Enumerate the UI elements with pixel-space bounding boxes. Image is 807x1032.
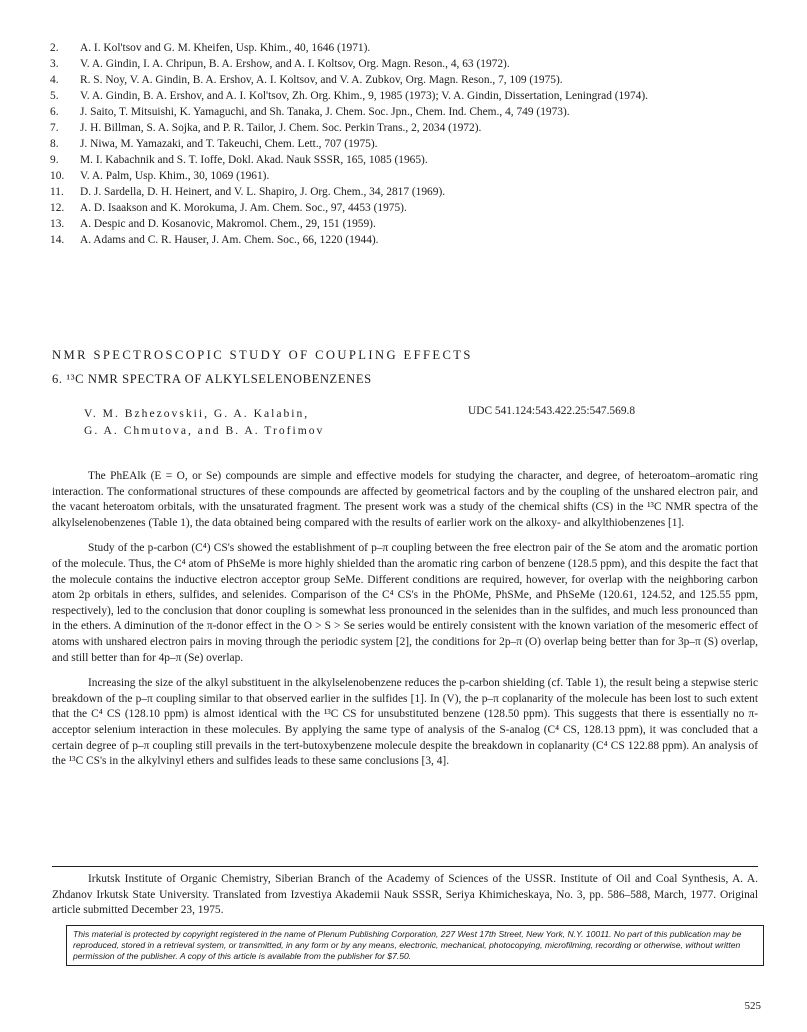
- body-paragraph: The PhEAlk (E = O, or Se) compounds are simple and effective models for studying the character, and degree, of heteroatom–aromatic ring interaction. The conformational structures of these compounds are affected by geometrical factors and by the coupling of the unshared electron pair, and the vacant heteroatom orbitals, with the unsaturated fragment. The present work was a study of the chemical shifts (CS) in the ¹³C NMR spectra of the alkylselenobenzenes (Table 1), the data obtained being compared with the results of earlier work on the alkoxy- and alkylthiobenzenes [1].: [52, 470, 758, 529]
- copyright-notice: This material is protected by copyright registered in the name of Plenum Publishing Corporation, 227 West 17th Street, New York, N.Y. 10011. No part of this publication may be reproduced, stored in a retrieval system, or transmitted, in any form or by any means, electronic, mechanical, photocopying, microfilming, recording or otherwise, without written permission of the publisher. A copy of this article is available from the publisher for $7.50.: [66, 925, 764, 966]
- body-paragraph: Study of the p-carbon (C⁴) CS's showed the establishment of p–π coupling between the free electron pair of the Se atom and the aromatic portion of the molecule. Thus, the C⁴ atom of PhSeMe is more highly shielded than the aromatic ring carbon of benzene (128.5 ppm), and this despite the fact that the molecule contains the inductive electron acceptor group SeMe. Different conditions are required, however, for overlap with the neighboring carbon atom 2p orbitals in ethers, sulfides, and selenides. Comparison of the C⁴ CS's in the PhOMe, PhSMe, and PhSeMe (120.61, 124.52, and 125.55 ppm, respectively), led to the conclusion that donor coupling is somewhat less pronounced in the selenides than in the sulfides, and much less pronounced than in the ethers. A diminution of the π-donor effect in the O > S > Se series would be entirely consistent with the known variation of the mesomeric effect of atoms with unshared electron pairs in moving through the periodic system [2], the conditions for 2p–π (O) overlap being better than for 3p–π (S) overlap, and still better than for 4p–π (Se) overlap.: [52, 542, 758, 664]
- reference-list: [50, 40, 770, 248]
- reference-item: 3. V. A. Gindin, I. A. Chripun, B. A. Ershow, and A. I. Koltsov, Org. Magn. Reson., 4, 63 (1972).: [50, 58, 510, 70]
- reference-item: 10. V. A. Palm, Usp. Khim., 30, 1069 (1961).: [50, 170, 270, 182]
- divider: [52, 866, 758, 867]
- author-line: V. M. Bzhezovskii, G. A. Kalabin,: [84, 407, 310, 420]
- reference-item: 8. J. Niwa, M. Yamazaki, and T. Takeuchi, Chem. Lett., 707 (1975).: [50, 138, 378, 150]
- udc-code: UDC 541.124:543.422.25:547.569.8: [468, 405, 636, 417]
- affiliation-note: Irkutsk Institute of Organic Chemistry, Siberian Branch of the Academy of Sciences of the USSR. Institute of Oil and Coal Synthesis, A. A. Zhdanov Irkutsk State University. Translated from Izvestiya Akademii Nauk SSSR, Seriya Khimicheskaya, No. 3, pp. 586–588, March, 1977. Original article submitted December 23, 1975.: [52, 873, 758, 917]
- reference-item: 9. M. I. Kabachnik and S. T. Ioffe, Dokl. Akad. Nauk SSSR, 165, 1085 (1965).: [50, 154, 428, 166]
- article-body: [52, 469, 758, 780]
- reference-item: 14. A. Adams and C. R. Hauser, J. Am. Chem. Soc., 66, 1220 (1944).: [50, 234, 379, 246]
- author-block: [84, 405, 324, 439]
- article-title: NMR SPECTROSCOPIC STUDY OF COUPLING EFFECTS: [52, 348, 473, 362]
- reference-item: 7. J. H. Billman, S. A. Sojka, and P. R. Tailor, J. Chem. Soc. Perkin Trans., 2, 2034 (1972).: [50, 122, 482, 134]
- article-subtitle: 6. ¹³C NMR SPECTRA OF ALKYLSELENOBENZENES: [52, 372, 372, 386]
- author-line: G. A. Chmutova, and B. A. Trofimov: [84, 424, 325, 437]
- reference-item: 5. V. A. Gindin, B. A. Ershov, and A. I. Kol'tsov, Zh. Org. Khim., 9, 1985 (1973); V. A. Gindin, Dissertation, Leningrad (1974).: [50, 90, 648, 102]
- reference-item: 4. R. S. Noy, V. A. Gindin, B. A. Ershov, A. I. Koltsov, and V. A. Zubkov, Org. Magn. Reson., 7, 109 (1975).: [50, 74, 563, 86]
- reference-item: 13. A. Despic and D. Kosanovic, Makromol. Chem., 29, 151 (1959).: [50, 218, 376, 230]
- reference-item: 2. A. I. Kol'tsov and G. M. Kheifen, Usp. Khim., 40, 1646 (1971).: [50, 42, 371, 54]
- reference-item: 6. J. Saito, T. Mitsuishi, K. Yamaguchi, and Sh. Tanaka, J. Chem. Soc. Jpn., Chem. Ind. Chem., 4, 749 (1973).: [50, 106, 570, 118]
- reference-item: 11. D. J. Sardella, D. H. Heinert, and V. L. Shapiro, J. Org. Chem., 34, 2817 (1969).: [50, 186, 446, 198]
- reference-item: 12. A. D. Isaakson and K. Morokuma, J. Am. Chem. Soc., 97, 4453 (1975).: [50, 202, 407, 214]
- body-paragraph: Increasing the size of the alkyl substituent in the alkylselenobenzene reduces the p-carbon shielding (cf. Table 1), the result being a stepwise steric breakdown of the p–π coupling similar to that observed earlier in the sulfides [1]. In (V), the p–π coplanarity of the molecule has been lost to such extent that the C⁴ CS (128.10 ppm) is almost identical with the ¹³C CS for unsubstituted benzene (128.50 ppm). This suggests that there is essentially no π-acceptor selenium interaction in these molecules. By applying the same type of analysis of the S-analog (C⁴ CS, 128.13 ppm), it was concluded that a certain degree of p–π coupling still prevails in the tert-butoxybenzene molecule despite the breakdown in coplanarity (C⁴ CS 122.88 ppm). An analysis of the ¹³C CS's in the alkylvinyl ethers and sulfides leads to these same conclusions [3, 4].: [52, 677, 758, 768]
- page-number: 525: [744, 1000, 761, 1012]
